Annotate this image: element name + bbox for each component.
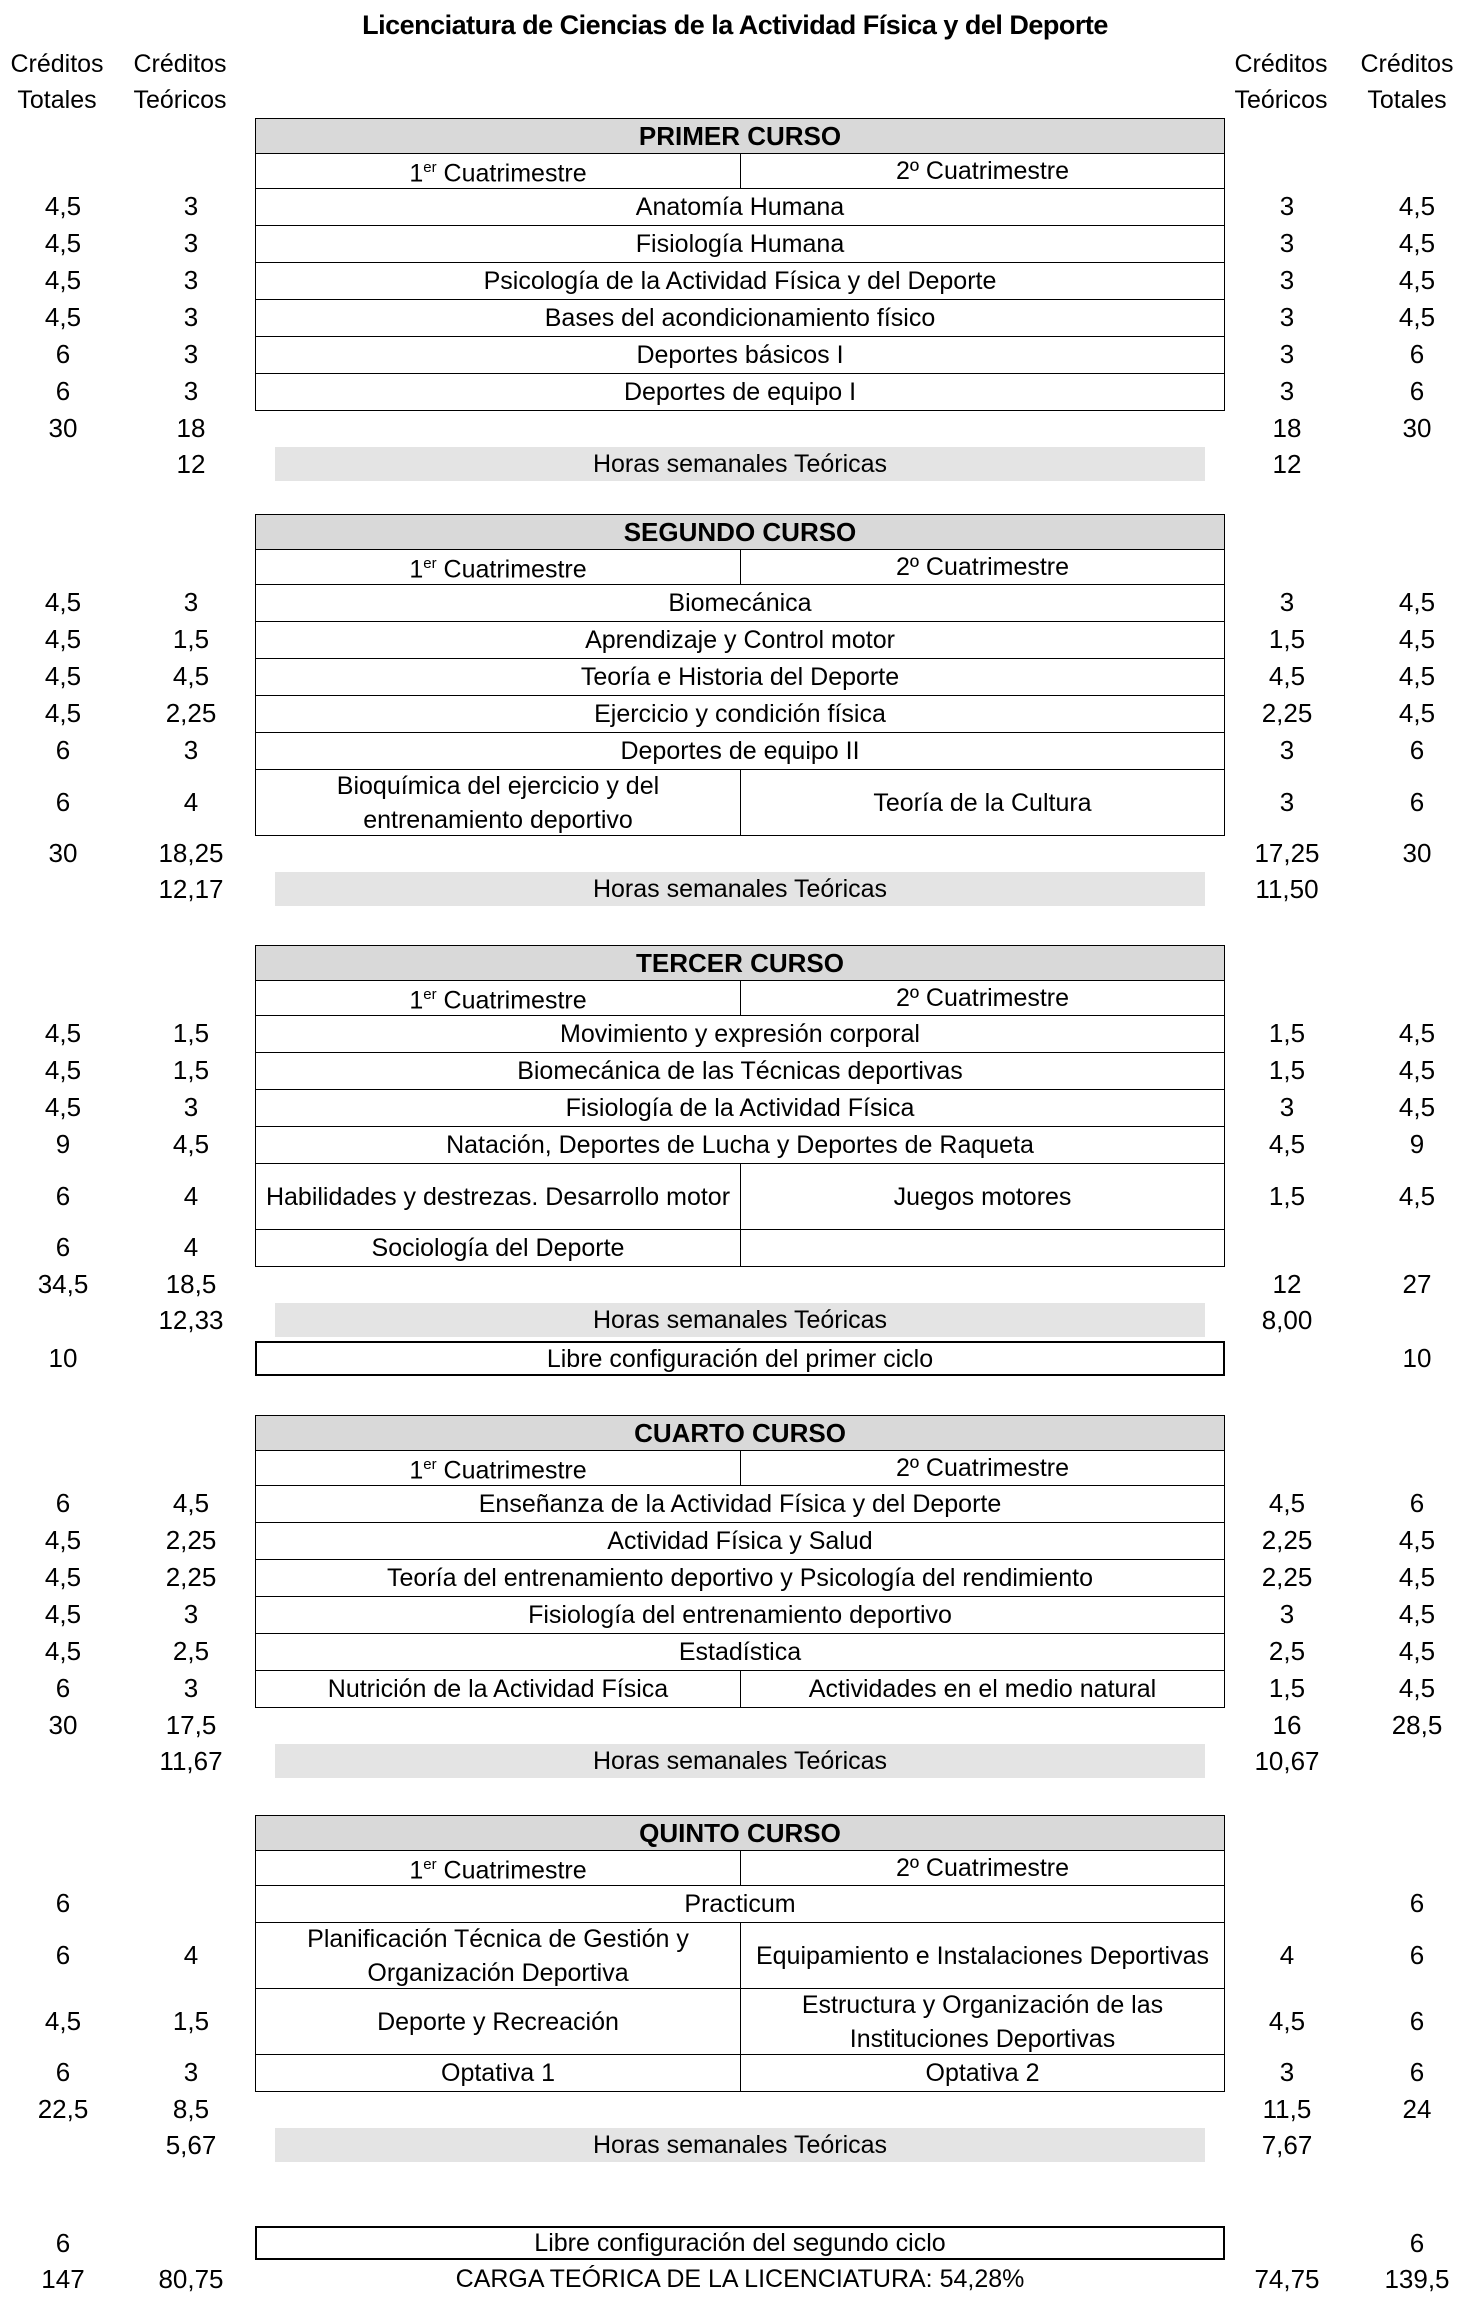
semester-1-header <box>255 153 741 189</box>
total-lt: 30 <box>48 1710 78 1740</box>
subject-cell-sem1: Planificación Técnica de Gestión y Organización Deportiva <box>255 1922 741 1989</box>
credit-lt: 4,5 <box>44 1562 82 1592</box>
credit-lc: 3 <box>183 587 199 617</box>
credit-lc: 1,5 <box>172 1055 210 1085</box>
credit-rc: 2,5 <box>1268 1636 1306 1666</box>
credit-lt: 4,5 <box>44 1525 82 1555</box>
semester-1-label: 1er Cuatrimestre <box>409 986 587 1015</box>
credit-rc: 4,5 <box>1268 1488 1306 1518</box>
subject-cell-sem2: Juegos motores <box>740 1163 1225 1230</box>
credit-lc: 1,5 <box>172 624 210 654</box>
credit-rc: 1,5 <box>1268 1055 1306 1085</box>
subject-cell: Practicum <box>255 1885 1225 1923</box>
semester-1-label: 1er Cuatrimestre <box>409 1856 587 1885</box>
subject-cell: Deportes de equipo I <box>255 373 1225 411</box>
total-rt: 30 <box>1402 413 1432 443</box>
libre-lt: 10 <box>48 1343 78 1373</box>
hours-right: 7,67 <box>1261 2130 1313 2160</box>
credit-rc: 2,25 <box>1261 1525 1313 1555</box>
subject-cell: Bases del acondicionamiento físico <box>255 299 1225 337</box>
credit-rt: 4,5 <box>1398 661 1436 691</box>
subject-cell: Actividad Física y Salud <box>255 1522 1225 1560</box>
semester-1-header <box>255 980 741 1016</box>
credit-lt: 6 <box>55 376 71 406</box>
header-creditos-totales-right: Créditos Totales <box>1360 50 1454 114</box>
total-lt: 30 <box>48 838 78 868</box>
credit-lc: 4,5 <box>172 661 210 691</box>
credit-lt: 6 <box>55 2057 71 2087</box>
credit-rc: 3 <box>1279 587 1295 617</box>
total-rc: 17,25 <box>1254 838 1320 868</box>
credit-lt: 4,5 <box>44 661 82 691</box>
subject-cell: Teoría del entrenamiento deportivo y Psicología del rendimiento <box>255 1559 1225 1597</box>
credit-lt: 4,5 <box>44 302 82 332</box>
subject-cell-sem2: Teoría de la Cultura <box>740 769 1225 836</box>
total-lc: 18,5 <box>165 1269 217 1299</box>
libre2-cell: Libre configuración del segundo ciclo <box>255 2226 1225 2260</box>
credit-rt: 4,5 <box>1398 1018 1436 1048</box>
credit-lc: 4 <box>183 1232 199 1262</box>
credit-rc: 3 <box>1279 265 1295 295</box>
subject-cell: Biomecánica <box>255 584 1225 622</box>
credit-rt: 4,5 <box>1398 1181 1436 1211</box>
page-title: Licenciatura de Ciencias de la Actividad Física y del Deporte <box>362 10 1108 40</box>
subject-cell: Biomecánica de las Técnicas deportivas <box>255 1052 1225 1090</box>
credit-lc: 3 <box>183 1599 199 1629</box>
credit-rt: 6 <box>1409 1488 1425 1518</box>
total-lt: 30 <box>48 413 78 443</box>
credit-lc: 2,25 <box>165 1525 217 1555</box>
subject-cell: Movimiento y expresión corporal <box>255 1015 1225 1053</box>
total-rc: 16 <box>1272 1710 1302 1740</box>
credit-lt: 4,5 <box>44 1636 82 1666</box>
final-rt: 139,5 <box>1384 2264 1450 2294</box>
credit-lc: 3 <box>183 1673 199 1703</box>
subject-cell-sem1: Nutrición de la Actividad Física <box>255 1670 741 1708</box>
semester-1-label: 1er Cuatrimestre <box>409 1456 587 1485</box>
credit-rc: 4,5 <box>1268 661 1306 691</box>
credit-lt: 6 <box>55 735 71 765</box>
subject-cell-sem1: Sociología del Deporte <box>255 1229 741 1267</box>
credit-lc: 3 <box>183 1092 199 1122</box>
subject-cell: Fisiología de la Actividad Física <box>255 1089 1225 1127</box>
subject-cell: Fisiología Humana <box>255 225 1225 263</box>
total-rt: 28,5 <box>1391 1710 1443 1740</box>
final-rc: 74,75 <box>1254 2264 1320 2294</box>
credit-lt: 6 <box>55 1232 71 1262</box>
hours-right: 12 <box>1272 449 1302 479</box>
credit-rc: 3 <box>1279 191 1295 221</box>
credit-rt: 9 <box>1409 1129 1425 1159</box>
credit-lt: 4,5 <box>44 1055 82 1085</box>
semester-2-header: 2º Cuatrimestre <box>740 1450 1225 1486</box>
credit-lc: 4,5 <box>172 1129 210 1159</box>
credit-rt: 4,5 <box>1398 228 1436 258</box>
credit-rc: 3 <box>1279 376 1295 406</box>
subject-cell-sem2: Estructura y Organización de las Instituciones Deportivas <box>740 1988 1225 2055</box>
hours-right: 11,50 <box>1255 874 1319 904</box>
credit-rc: 1,5 <box>1268 1181 1306 1211</box>
credit-rt: 6 <box>1409 787 1425 817</box>
hours-label: Horas semanales Teóricas <box>275 447 1205 481</box>
credit-lc: 3 <box>183 2057 199 2087</box>
credit-rc: 1,5 <box>1268 1018 1306 1048</box>
credit-lc: 4 <box>183 787 199 817</box>
credit-rt: 4,5 <box>1398 1636 1436 1666</box>
hours-label: Horas semanales Teóricas <box>275 1303 1205 1337</box>
credit-rt: 4,5 <box>1398 191 1436 221</box>
hours-left: 12 <box>176 449 206 479</box>
credit-lc: 4 <box>183 1181 199 1211</box>
course-title: TERCER CURSO <box>255 945 1225 981</box>
credit-lc: 3 <box>183 191 199 221</box>
credit-lt: 9 <box>55 1129 71 1159</box>
credit-rt: 4,5 <box>1398 624 1436 654</box>
hours-label: Horas semanales Teóricas <box>275 1744 1205 1778</box>
credit-lc: 3 <box>183 735 199 765</box>
total-rc: 12 <box>1272 1269 1302 1299</box>
credit-rc: 3 <box>1279 1599 1295 1629</box>
credit-lc: 4 <box>183 1940 199 1970</box>
credit-lc: 3 <box>183 302 199 332</box>
semester-1-header <box>255 549 741 585</box>
credit-lt: 4,5 <box>44 228 82 258</box>
final-lt: 147 <box>41 2264 85 2294</box>
credit-lt: 6 <box>55 339 71 369</box>
credit-rc: 1,5 <box>1268 624 1306 654</box>
credit-lc: 2,25 <box>165 698 217 728</box>
semester-2-header: 2º Cuatrimestre <box>740 549 1225 585</box>
subject-cell-sem1: Deporte y Recreación <box>255 1988 741 2055</box>
credit-rt: 6 <box>1409 1940 1425 1970</box>
credit-lc: 2,25 <box>165 1562 217 1592</box>
credit-rc: 2,25 <box>1261 698 1313 728</box>
credit-lc: 3 <box>183 339 199 369</box>
credit-rt: 4,5 <box>1398 698 1436 728</box>
credit-rc: 4,5 <box>1268 2006 1306 2036</box>
subject-cell-sem1: Optativa 1 <box>255 2054 741 2092</box>
total-rt: 24 <box>1402 2094 1432 2124</box>
total-rt: 30 <box>1402 838 1432 868</box>
credit-rt: 4,5 <box>1398 302 1436 332</box>
credit-lt: 4,5 <box>44 698 82 728</box>
subject-cell: Enseñanza de la Actividad Física y del Deporte <box>255 1485 1225 1523</box>
credit-lc: 1,5 <box>172 2006 210 2036</box>
libre-rt: 10 <box>1402 1343 1432 1373</box>
libre2-lt: 6 <box>55 2228 71 2258</box>
semester-1-label: 1er Cuatrimestre <box>409 159 587 188</box>
credit-rc: 1,5 <box>1268 1673 1306 1703</box>
credit-lt: 4,5 <box>44 1018 82 1048</box>
total-rc: 18 <box>1272 413 1302 443</box>
credit-lc: 3 <box>183 265 199 295</box>
credit-lt: 4,5 <box>44 587 82 617</box>
subject-cell: Estadística <box>255 1633 1225 1671</box>
semester-1-header <box>255 1850 741 1886</box>
subject-cell-sem2: Actividades en el medio natural <box>740 1670 1225 1708</box>
credit-lt: 6 <box>55 1488 71 1518</box>
hours-left: 5,67 <box>165 2130 217 2160</box>
subject-cell: Deportes de equipo II <box>255 732 1225 770</box>
subject-cell: Psicología de la Actividad Física y del Deporte <box>255 262 1225 300</box>
libre2-rt: 6 <box>1409 2228 1425 2258</box>
credit-rt: 4,5 <box>1398 265 1436 295</box>
credit-rc: 2,25 <box>1261 1562 1313 1592</box>
semester-2-header: 2º Cuatrimestre <box>740 980 1225 1016</box>
subject-cell-sem2 <box>740 1229 1225 1267</box>
credit-rt: 4,5 <box>1398 1525 1436 1555</box>
credit-rt: 6 <box>1409 2057 1425 2087</box>
hours-left: 12,17 <box>158 874 224 904</box>
credit-rc: 3 <box>1279 339 1295 369</box>
libre-cell: Libre configuración del primer ciclo <box>255 1341 1225 1376</box>
hours-label: Horas semanales Teóricas <box>275 872 1205 906</box>
semester-2-header: 2º Cuatrimestre <box>740 153 1225 189</box>
total-lc: 18,25 <box>158 838 224 868</box>
subject-cell: Natación, Deportes de Lucha y Deportes de Raqueta <box>255 1126 1225 1164</box>
credit-rc: 3 <box>1279 735 1295 765</box>
credit-rt: 4,5 <box>1398 1599 1436 1629</box>
credit-lt: 6 <box>55 787 71 817</box>
credit-rt: 4,5 <box>1398 1562 1436 1592</box>
credit-rc: 3 <box>1279 228 1295 258</box>
course-title: QUINTO CURSO <box>255 1815 1225 1851</box>
credit-lt: 6 <box>55 1181 71 1211</box>
course-title: SEGUNDO CURSO <box>255 514 1225 550</box>
credit-lt: 4,5 <box>44 265 82 295</box>
credit-lc: 3 <box>183 228 199 258</box>
credit-lt: 4,5 <box>44 191 82 221</box>
final-lc: 80,75 <box>158 2264 224 2294</box>
total-lc: 18 <box>176 413 206 443</box>
credit-rc: 4 <box>1279 1940 1295 1970</box>
header-creditos-teoricos-right: Créditos Teóricos <box>1234 50 1328 114</box>
credit-rc: 3 <box>1279 787 1295 817</box>
credit-rt: 6 <box>1409 376 1425 406</box>
total-lt: 22,5 <box>37 2094 89 2124</box>
credit-rt: 6 <box>1409 2006 1425 2036</box>
semester-2-header: 2º Cuatrimestre <box>740 1850 1225 1886</box>
course-title: CUARTO CURSO <box>255 1415 1225 1451</box>
subject-cell: Aprendizaje y Control motor <box>255 621 1225 659</box>
total-lt: 34,5 <box>37 1269 89 1299</box>
hours-left: 11,67 <box>159 1746 223 1776</box>
credit-lt: 4,5 <box>44 624 82 654</box>
header-creditos-teoricos-left: Créditos Teóricos <box>133 50 227 114</box>
credit-rc: 3 <box>1279 2057 1295 2087</box>
subject-cell: Teoría e Historia del Deporte <box>255 658 1225 696</box>
subject-cell: Fisiología del entrenamiento deportivo <box>255 1596 1225 1634</box>
semester-1-label: 1er Cuatrimestre <box>409 555 587 584</box>
subject-cell-sem2: Optativa 2 <box>740 2054 1225 2092</box>
credit-lc: 3 <box>183 376 199 406</box>
credit-lt: 4,5 <box>44 2006 82 2036</box>
final-label: CARGA TEÓRICA DE LA LICENCIATURA: 54,28% <box>455 2265 1025 2293</box>
credit-rc: 3 <box>1279 302 1295 332</box>
credit-rt: 4,5 <box>1398 1055 1436 1085</box>
subject-cell-sem1: Bioquímica del ejercicio y del entrenamiento deportivo <box>255 769 741 836</box>
credit-rt: 6 <box>1409 339 1425 369</box>
course-title: PRIMER CURSO <box>255 118 1225 154</box>
semester-1-header <box>255 1450 741 1486</box>
subject-cell-sem2: Equipamiento e Instalaciones Deportivas <box>740 1922 1225 1989</box>
credit-lt: 4,5 <box>44 1599 82 1629</box>
subject-cell: Ejercicio y condición física <box>255 695 1225 733</box>
credit-lt: 6 <box>55 1888 71 1918</box>
credit-lc: 4,5 <box>172 1488 210 1518</box>
hours-right: 10,67 <box>1254 1746 1320 1776</box>
credit-lc: 2,5 <box>172 1636 210 1666</box>
total-rc: 11,5 <box>1262 2094 1312 2124</box>
credit-rt: 6 <box>1409 735 1425 765</box>
total-lc: 17,5 <box>165 1710 217 1740</box>
credit-rt: 4,5 <box>1398 587 1436 617</box>
subject-cell: Deportes básicos I <box>255 336 1225 374</box>
credit-lc: 1,5 <box>172 1018 210 1048</box>
credit-rc: 3 <box>1279 1092 1295 1122</box>
hours-right: 8,00 <box>1261 1305 1313 1335</box>
hours-label: Horas semanales Teóricas <box>275 2128 1205 2162</box>
credit-lt: 6 <box>55 1673 71 1703</box>
subject-cell: Anatomía Humana <box>255 188 1225 226</box>
total-rt: 27 <box>1402 1269 1432 1299</box>
subject-cell-sem1: Habilidades y destrezas. Desarrollo motor <box>255 1163 741 1230</box>
header-creditos-totales-left: Créditos Totales <box>10 50 104 114</box>
credit-rt: 6 <box>1409 1888 1425 1918</box>
credit-rt: 4,5 <box>1398 1673 1436 1703</box>
total-lc: 8,5 <box>172 2094 210 2124</box>
credit-lt: 6 <box>55 1940 71 1970</box>
credit-lt: 4,5 <box>44 1092 82 1122</box>
credit-rc: 4,5 <box>1268 1129 1306 1159</box>
credit-rt: 4,5 <box>1398 1092 1436 1122</box>
hours-left: 12,33 <box>158 1305 224 1335</box>
